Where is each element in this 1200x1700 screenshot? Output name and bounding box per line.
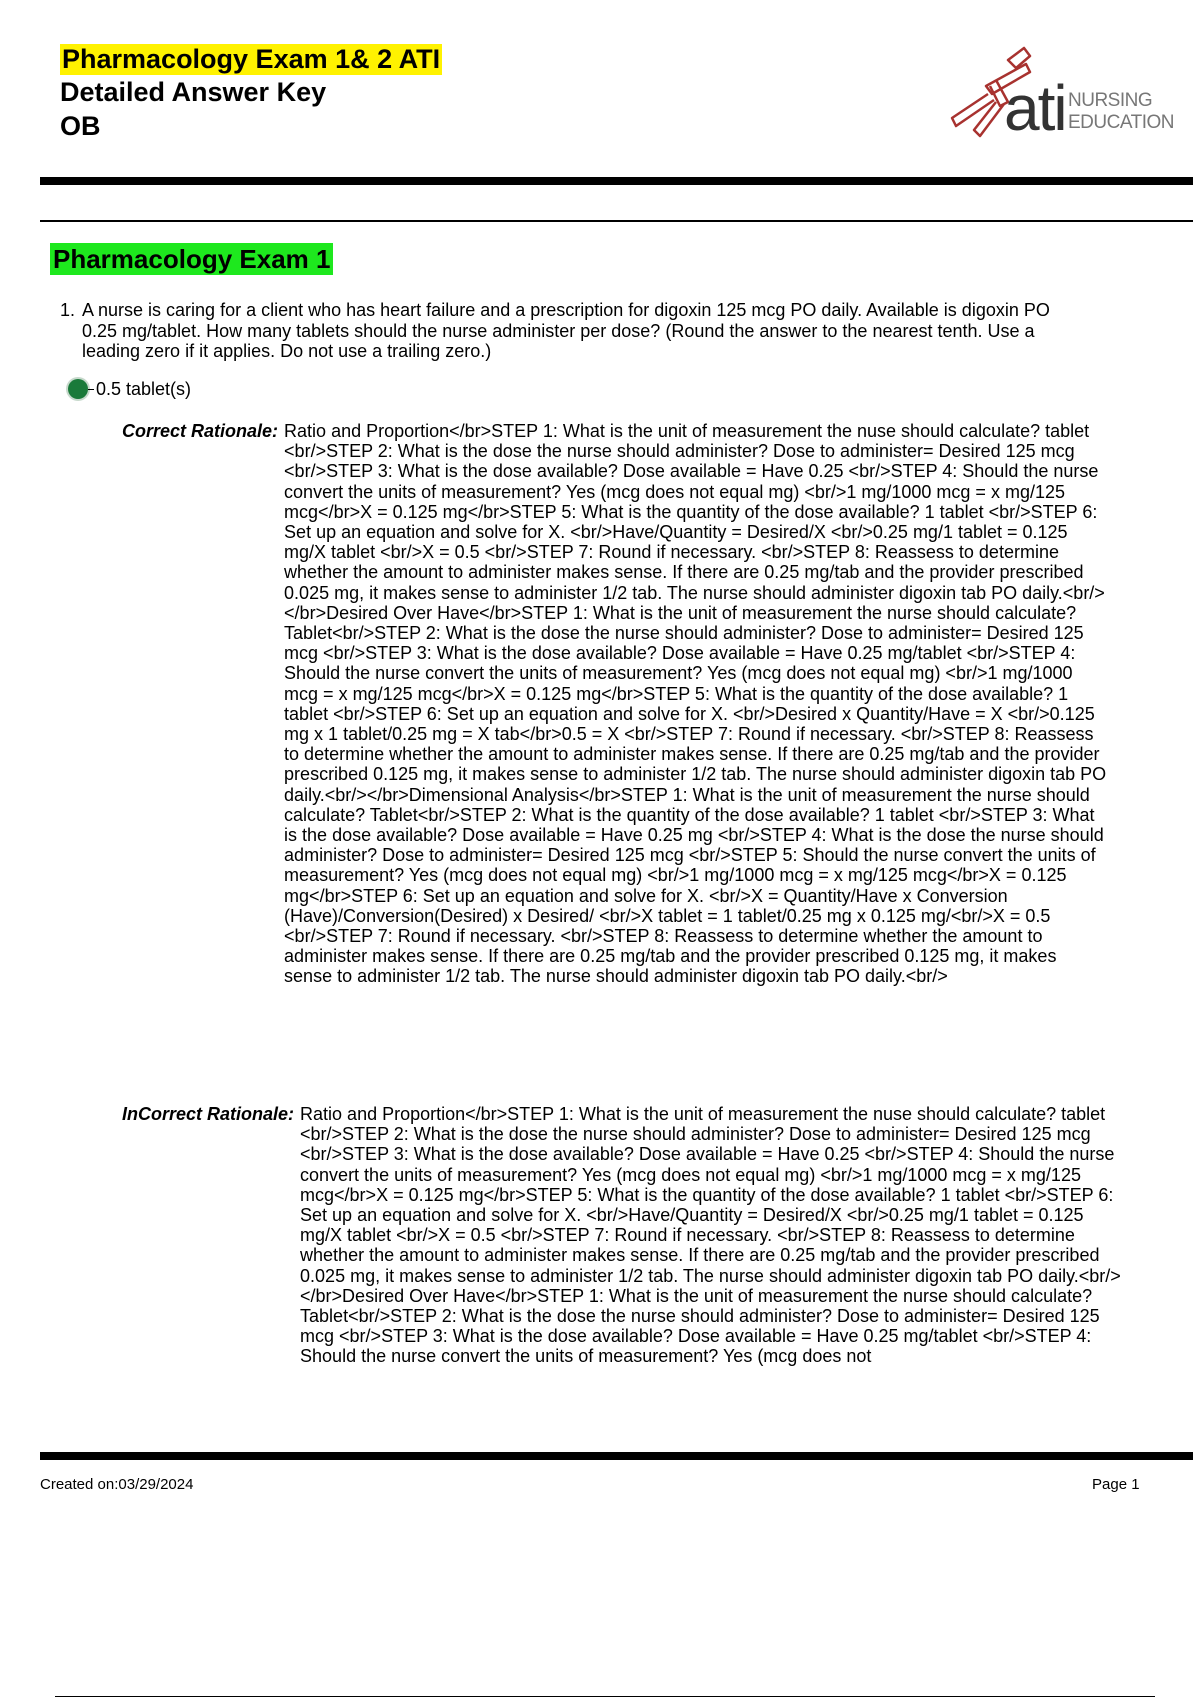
- answer-connector: [88, 389, 94, 390]
- logo-tagline: [1068, 90, 1174, 134]
- logo-tagline-line2: EDUCATION: [1068, 112, 1174, 133]
- incorrect-rationale: [122, 1104, 1127, 1408]
- logo-tagline-line1: NURSING: [1068, 90, 1153, 111]
- ati-logo: [946, 40, 1174, 150]
- section-title: Pharmacology Exam 1: [50, 243, 333, 275]
- question-text: A nurse is caring for a client who has heart failure and a prescription for digoxin 125 mcg PO daily. Available is digoxin PO 0.25 mg/tablet. How many tablets should the nurse administer per dose? (Round the answer to the nearest tenth. Use a leading zero if it applies. Do not use a trailing zero.): [82, 300, 1050, 361]
- document-title: Pharmacology Exam 1& 2 ATI: [62, 44, 441, 74]
- document-subtitle: Detailed Answer Key: [60, 77, 327, 107]
- answer-option: [68, 378, 191, 400]
- correct-rationale-label: Correct Rationale:: [122, 421, 279, 441]
- selected-answer-icon: [68, 379, 88, 399]
- question-number: 1.: [60, 300, 76, 320]
- answer-text: 0.5 tablet(s): [96, 379, 192, 399]
- question-block: [60, 300, 1080, 362]
- page-number: Page 1: [1092, 1476, 1140, 1493]
- header-title-block: [60, 44, 442, 143]
- course-label: OB: [60, 111, 101, 141]
- correct-rationale: [122, 421, 1107, 987]
- incorrect-rationale-label: InCorrect Rationale:: [122, 1104, 295, 1124]
- page-bottom-rule: [55, 1696, 1155, 1697]
- footer-divider: [40, 1452, 1193, 1460]
- logo-wordmark: ati: [1004, 72, 1066, 144]
- header-divider-thick: [40, 177, 1193, 185]
- correct-rationale-text: Ratio and Proportion</br>STEP 1: What is the unit of measurement the nuse should calculate? tablet <br/>STEP 2: What is the dose the nurse should administer? Dose to administer= Desired 125 mcg <br/>STEP 3: What is the dose available? Dose available = Have 0.25 <br/>STEP 4: Should the nurse convert the units of measurement? Yes (mcg does not equal mg) <br/>1 mg/1000 mcg = x mg/125 mcg</br>X = 0.125 mg</br>STEP 5: What is the quantity of the dose available? 1 tablet <br/>STEP 6: Set up an equation and solve for X. <br/>Have/Quantity = Desired/X <br/>0.25 mg/1 tablet = 0.125 mg/X tablet <br/>X = 0.5 <br/>STEP 7: Round if necessary. <br/>STEP 8: Reassess to determine whether the amount to administer makes sense. If there are 0.25 mg/tab and the provider prescribed 0.025 mg, it makes sense to administer 1/2 tab. The nurse should administer digoxin tab PO daily.<br/></br>Desired Over Have</br>STEP 1: What is the unit of measurement the nurse should calculate? Tablet<br/>STEP 2: What is the dose the nurse should administer? Dose to administer= Desired 125 mcg <br/>STEP 3: What is the dose available? Dose available = Have 0.25 mg/tablet <br/>STEP 4: Should the nurse convert the units of measurement? Yes (mcg does not equal mg) <br/>1 mg/1000 mcg = x mg/125 mcg</br>X = 0.125 mg</br>STEP 5: What is the quantity of the dose available? 1 tablet <br/>STEP 6: Set up an equation and solve for X. <br/>Desired x Quantity/Have = X <br/>0.125 mg x 1 tablet/0.25 mg = X tab</br>0.5 = X <br/>STEP 7: Round if necessary. <br/>STEP 8: Reassess to determine whether the amount to administer makes sense. If there are 0.25 mg/tab and the provider prescribed 0.125 mg, it makes sense to administer 1/2 tab. The nurse should administer digoxin tab PO daily.<br/></br>Dimensional Analysis</br>STEP 1: What is the unit of measurement the nurse should calculate? Tablet<br/>STEP 2: What is the quantity of the dose available? 1 tablet <br/>STEP 3: What is the dose available? Dose available = Have 0.25 mg <br/>STEP 4: What is the dose the nurse should administer? Dose to administer= Desired 125 mcg <br/>STEP 5: Should the nurse convert the units of measurement? Yes (mcg does not equal mg) <br/>1 mg/1000 mcg = x mg/125 mcg</br>X = 0.125 mg</br>STEP 6: Set up an equation and solve for X. <br/>X = Quantity/Have x Conversion (Have)/Conversion(Desired) x Desired/ <br/>X tablet = 1 tablet/0.25 mg x 0.125 mg/<br/>X = 0.5 <br/>STEP 7: Round if necessary. <br/>STEP 8: Reassess to determine whether the amount to administer makes sense. If there are 0.25 mg/tab and the provider prescribed 0.125 mg, it makes sense to administer 1/2 tab. The nurse should administer digoxin tab PO daily.<br/>: [284, 421, 1107, 987]
- created-date: Created on:03/29/2024: [40, 1476, 194, 1493]
- incorrect-rationale-text: Ratio and Proportion</br>STEP 1: What is the unit of measurement the nuse should calculate? tablet <br/>STEP 2: What is the dose the nurse should administer? Dose to administer= Desired 125 mcg <br/>STEP 3: What is the dose available? Dose available = Have 0.25 <br/>STEP 4: Should the nurse convert the units of measurement? Yes (mcg does not equal mg) <br/>1 mg/1000 mcg = x mg/125 mcg</br>X = 0.125 mg</br>STEP 5: What is the quantity of the dose available? 1 tablet <br/>STEP 6: Set up an equation and solve for X. <br/>Have/Quantity = Desired/X <br/>0.25 mg/1 tablet = 0.125 mg/X tablet <br/>X = 0.5 <br/>STEP 7: Round if necessary. <br/>STEP 8: Reassess to determine whether the amount to administer makes sense. If there are 0.25 mg/tab and the provider prescribed 0.025 mg, it makes sense to administer 1/2 tab. The nurse should administer digoxin tab PO daily.<br/></br>Desired Over Have</br>STEP 1: What is the unit of measurement the nurse should calculate? Tablet<br/>STEP 2: What is the dose the nurse should administer? Dose to administer= Desired 125 mcg <br/>STEP 3: What is the dose available? Dose available = Have 0.25 mg/tablet <br/>STEP 4: Should the nurse convert the units of measurement? Yes (mcg does not: [300, 1104, 1121, 1367]
- header-divider-thin: [40, 220, 1193, 222]
